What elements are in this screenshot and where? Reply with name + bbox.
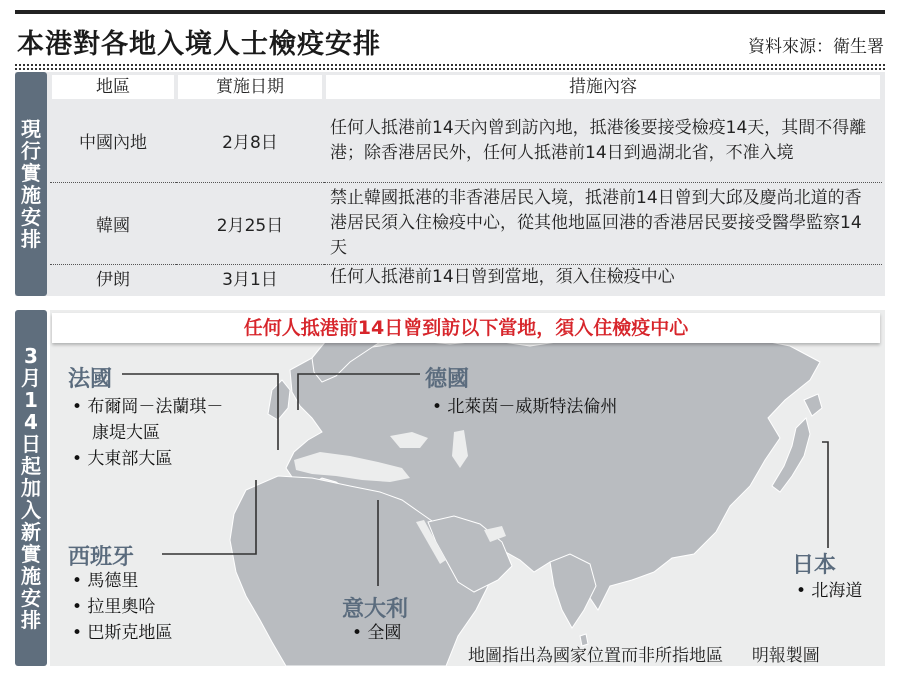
measures-table xyxy=(50,74,882,290)
page-title: 本港對各地入境人士檢疫安排 xyxy=(17,29,381,60)
area-list-japan xyxy=(796,578,862,604)
measure-cell: 任何人抵港前14日曾到當地，須入住檢疫中心 xyxy=(330,266,675,287)
country-name-spain: 西班牙 xyxy=(68,545,135,570)
region-cell: 伊朗 xyxy=(96,269,130,290)
area-list-france xyxy=(72,394,223,472)
list-item: • 北海道 xyxy=(796,581,863,601)
country-name-japan: 日本 xyxy=(792,553,837,578)
map-landmass-britain xyxy=(268,380,290,420)
source-note: 資料來源：衛生署 xyxy=(748,37,884,57)
table-row xyxy=(50,264,882,290)
measure-cell: 禁止韓國抵港的非香港居民入境，抵港前14日曾到大邱及慶尚北道的香港居民須入住檢疫中心，從其他地區回港的香港居民要接受醫學監察14天 xyxy=(324,182,882,264)
top-rule xyxy=(15,10,885,14)
list-item: • 大東部大區 xyxy=(72,449,173,469)
list-item: • 馬德里 xyxy=(72,571,139,591)
list-item: 康堤大區 xyxy=(92,423,160,443)
country-name-france: 法國 xyxy=(68,367,113,392)
table-row xyxy=(50,182,882,264)
column-header-date: 實施日期 xyxy=(176,74,324,100)
list-item: • 巴斯克地區 xyxy=(72,623,173,643)
area-list-spain xyxy=(72,568,172,646)
new-measures-label: 3月14日起加入新實施安排 xyxy=(15,310,47,666)
map-landmass-india xyxy=(550,554,596,628)
footnote-text: 地圖指出為國家位置而非所指地區 xyxy=(468,646,723,666)
country-name-italy: 意大利 xyxy=(342,597,409,622)
table-header-row xyxy=(50,74,882,100)
table-row xyxy=(50,100,882,182)
list-item: • 全國 xyxy=(352,623,402,643)
region-cell: 中國內地 xyxy=(50,100,176,182)
column-header-measure: 措施內容 xyxy=(324,74,882,100)
map-footnote xyxy=(468,641,820,666)
date-cell: 2月25日 xyxy=(176,182,324,264)
area-list-germany xyxy=(432,394,617,420)
measure-cell: 任何人抵港前14天內曾到訪內地，抵港後要接受檢疫14天，其間不得離港；除香港居民外，任何人抵港前14日到過湖北省，不准入境 xyxy=(324,100,882,182)
list-item: • 北萊茵－威斯特法倫州 xyxy=(432,397,618,417)
new-measures-banner: 任何人抵港前14日曾到訪以下當地，須入住檢疫中心 xyxy=(52,313,880,343)
map-landmass-hokkaido xyxy=(804,394,822,416)
country-name-germany: 德國 xyxy=(425,367,470,392)
current-measures-label: 現行實施安排 xyxy=(15,72,47,296)
credit-text: 明報製圖 xyxy=(751,646,820,666)
map-landmass-japan xyxy=(772,418,810,492)
leader-line-japan xyxy=(822,442,828,548)
date-cell: 2月8日 xyxy=(176,100,324,182)
region-cell: 韓國 xyxy=(50,182,176,264)
dotted-divider xyxy=(15,68,885,70)
column-header-region: 地區 xyxy=(50,74,176,100)
dotted-divider xyxy=(15,64,885,66)
list-item: • 拉里奧哈 xyxy=(72,597,156,617)
area-list-italy xyxy=(352,620,401,646)
date-cell: 3月1日 xyxy=(222,269,278,290)
list-item: • 布爾岡－法蘭琪－ xyxy=(72,397,224,417)
